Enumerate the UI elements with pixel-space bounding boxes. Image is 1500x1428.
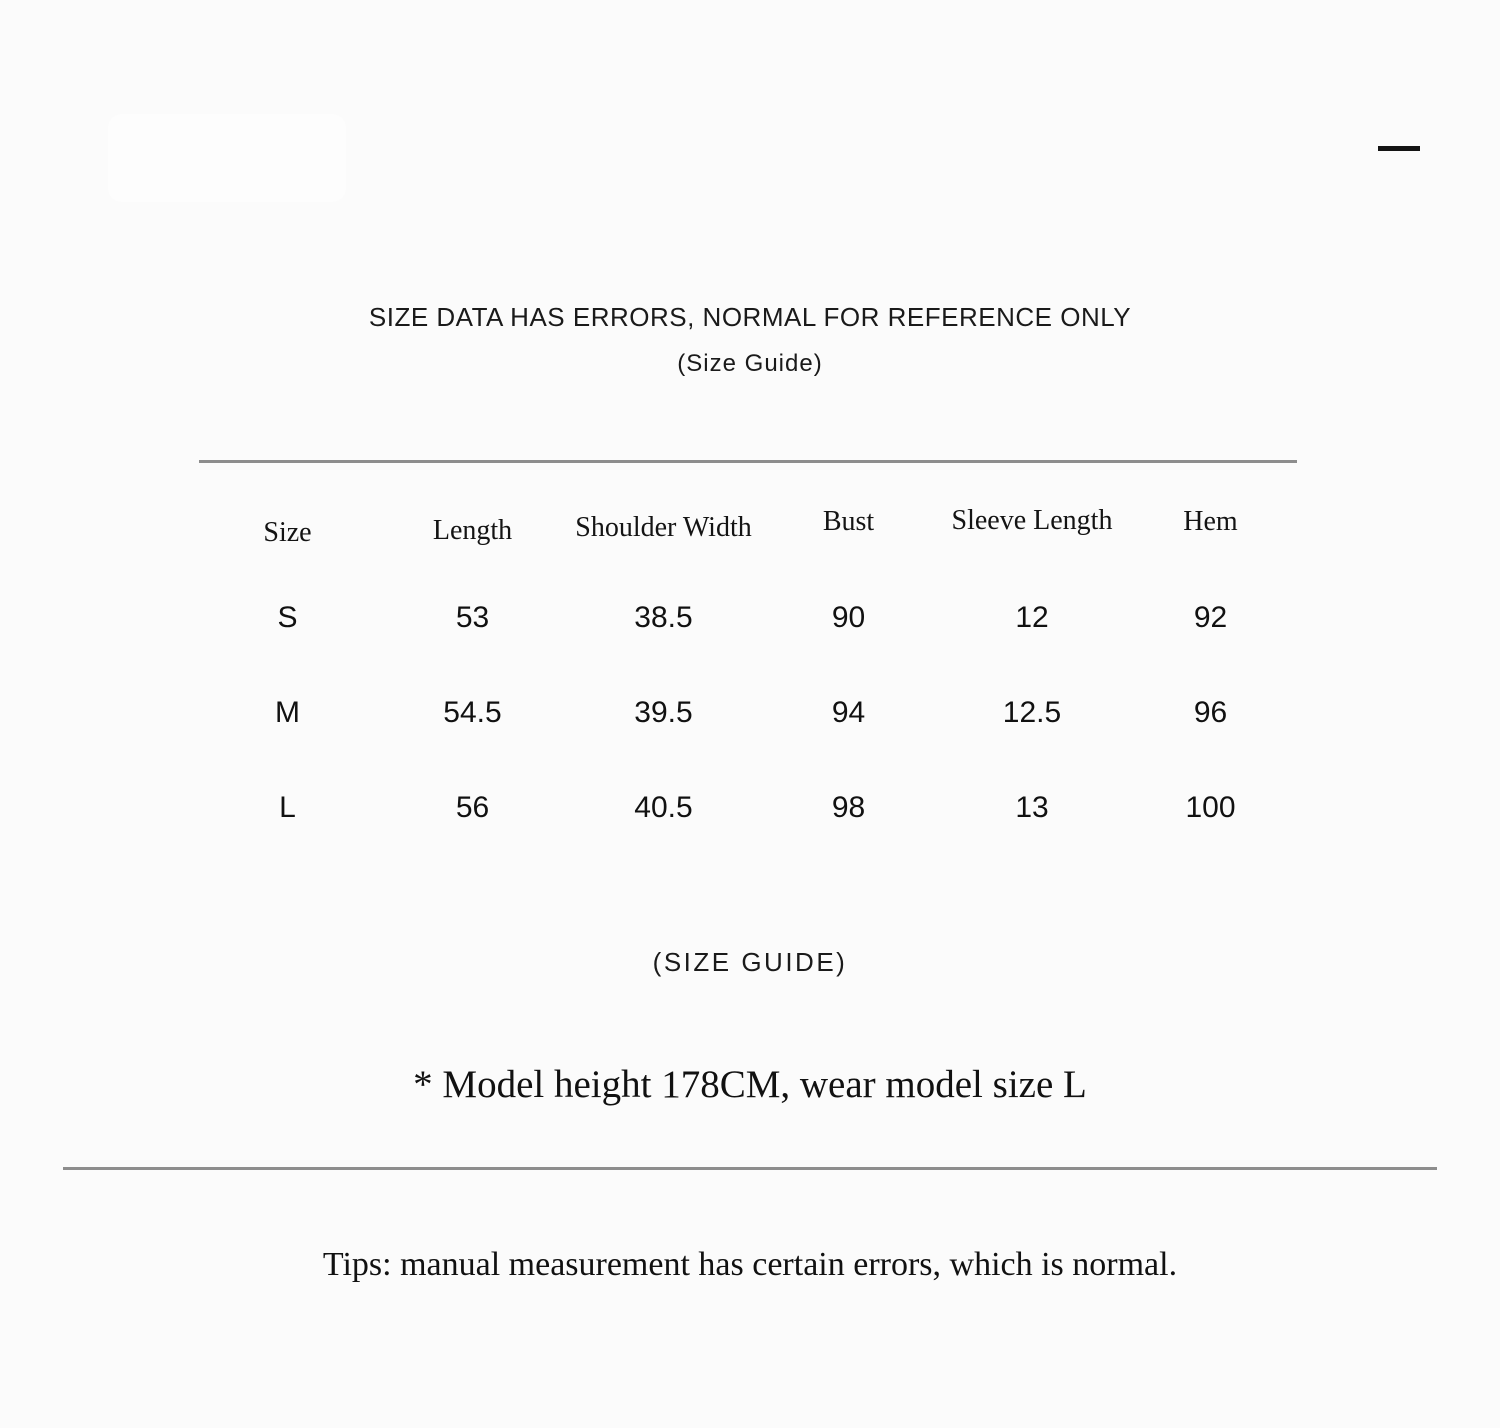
page-title: SIZE DATA HAS ERRORS, NORMAL FOR REFERENCE ONLY bbox=[368, 302, 1132, 332]
column-header-hem: Hem bbox=[1183, 506, 1238, 537]
table-cell: 12 bbox=[1015, 600, 1049, 634]
table-cell: 38.5 bbox=[634, 600, 693, 634]
table-cell: 39.5 bbox=[634, 695, 693, 729]
size-guide-caption: (SIZE GUIDE) bbox=[652, 947, 848, 977]
column-header-size: Size bbox=[263, 517, 312, 548]
model-height-note: * Model height 178CM, wear model size L bbox=[413, 1063, 1087, 1106]
tips-note: Tips: manual measurement has certain errors, which is normal. bbox=[322, 1246, 1178, 1283]
column-header-shoulder-width: Shoulder Width bbox=[575, 512, 752, 543]
bottom-divider-rule bbox=[63, 1167, 1437, 1170]
table-cell: 90 bbox=[831, 600, 866, 634]
table-top-rule bbox=[199, 460, 1297, 463]
table-cell: 54.5 bbox=[443, 695, 502, 729]
column-header-sleeve-length: Sleeve Length bbox=[951, 505, 1113, 536]
faint-watermark bbox=[108, 114, 346, 202]
top-right-dash-icon bbox=[1378, 146, 1420, 151]
column-header-bust: Bust bbox=[822, 506, 875, 537]
table-cell: 96 bbox=[1193, 695, 1228, 729]
table-cell: 94 bbox=[831, 695, 866, 729]
table-cell: 13 bbox=[1015, 790, 1049, 824]
page-subtitle: (Size Guide) bbox=[677, 350, 823, 377]
size-label-cell: L bbox=[279, 790, 296, 824]
size-label-cell: S bbox=[277, 600, 298, 634]
table-cell: 53 bbox=[455, 600, 490, 634]
size-label-cell: M bbox=[275, 695, 300, 729]
table-cell: 56 bbox=[455, 790, 490, 824]
table-cell: 92 bbox=[1193, 600, 1228, 634]
table-cell: 40.5 bbox=[634, 790, 693, 824]
table-cell: 98 bbox=[831, 790, 866, 824]
table-cell: 12.5 bbox=[1002, 695, 1062, 729]
column-header-length: Length bbox=[432, 515, 513, 546]
table-cell: 100 bbox=[1185, 790, 1236, 824]
size-table bbox=[200, 480, 1297, 855]
